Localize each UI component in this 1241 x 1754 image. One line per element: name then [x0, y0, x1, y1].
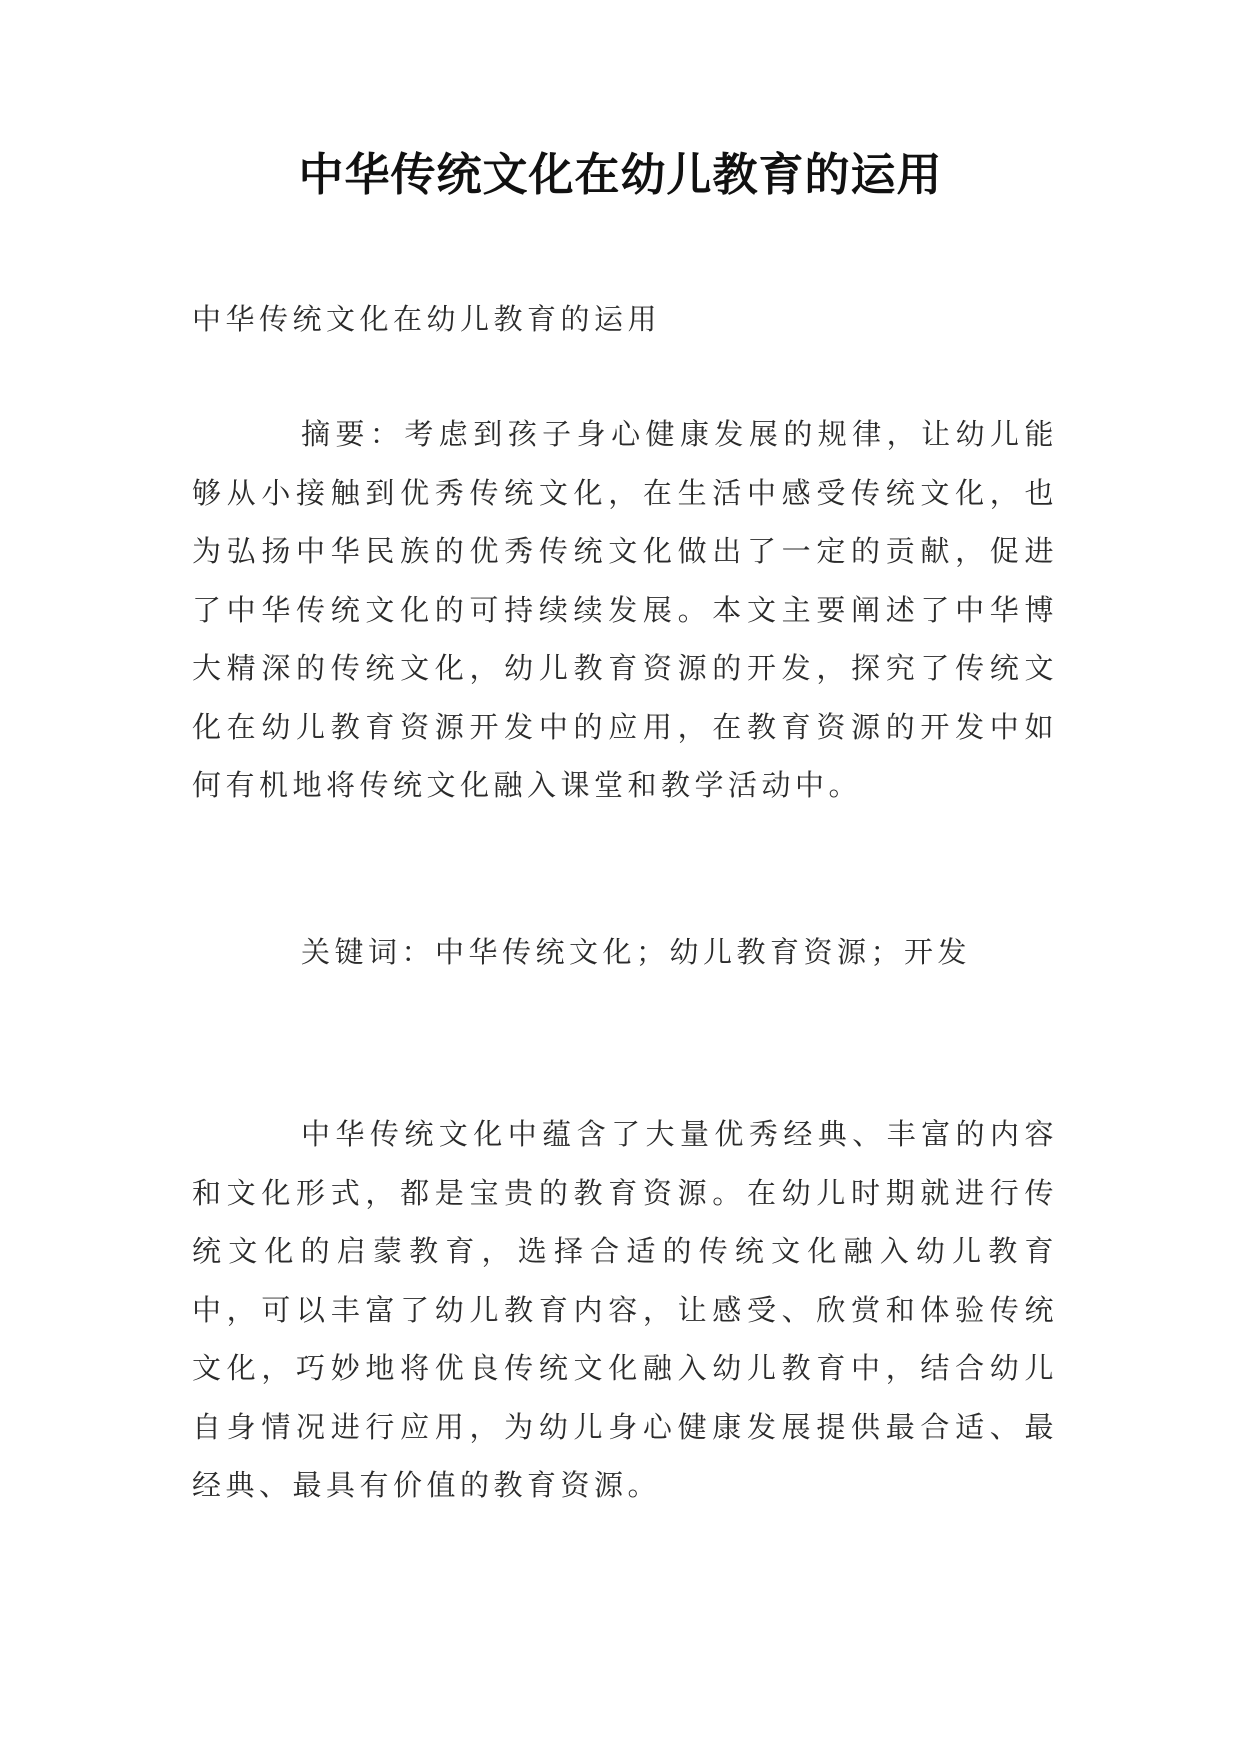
document-subtitle: 中华传统文化在幼儿教育的运用 [192, 302, 662, 336]
document-title: 中华传统文化在幼儿教育的运用 [298, 148, 943, 201]
abstract-paragraph: 摘要：考虑到孩子身心健康发展的规律，让幼儿能够从小接触到优秀传统文化，在生活中感受传统文化，也为弘扬中华民族的优秀传统文化做出了一定的贡献，促进了中华传统文化的可持续续发展。本文主要阐述了中华博大精深的传统文化，幼儿教育资源的开发，探究了传统文化在幼儿教育资源开发中的应用，在教育资源的开发中如何有机地将传统文化融入课堂和教学活动中。 [192, 417, 1058, 802]
keywords-line: 关键词：中华传统文化；幼儿教育资源；开发 [301, 935, 972, 969]
body-paragraph: 中华传统文化中蕴含了大量优秀经典、丰富的内容和文化形式，都是宝贵的教育资源。在幼儿时期就进行传统文化的启蒙教育，选择合适的传统文化融入幼儿教育中，可以丰富了幼儿教育内容，让感受、欣赏和体验传统文化，巧妙地将优良传统文化融入幼儿教育中，结合幼儿自身情况进行应用，为幼儿身心健康发展提供最合适、最经典、最具有价值的教育资源。 [192, 1117, 1058, 1502]
